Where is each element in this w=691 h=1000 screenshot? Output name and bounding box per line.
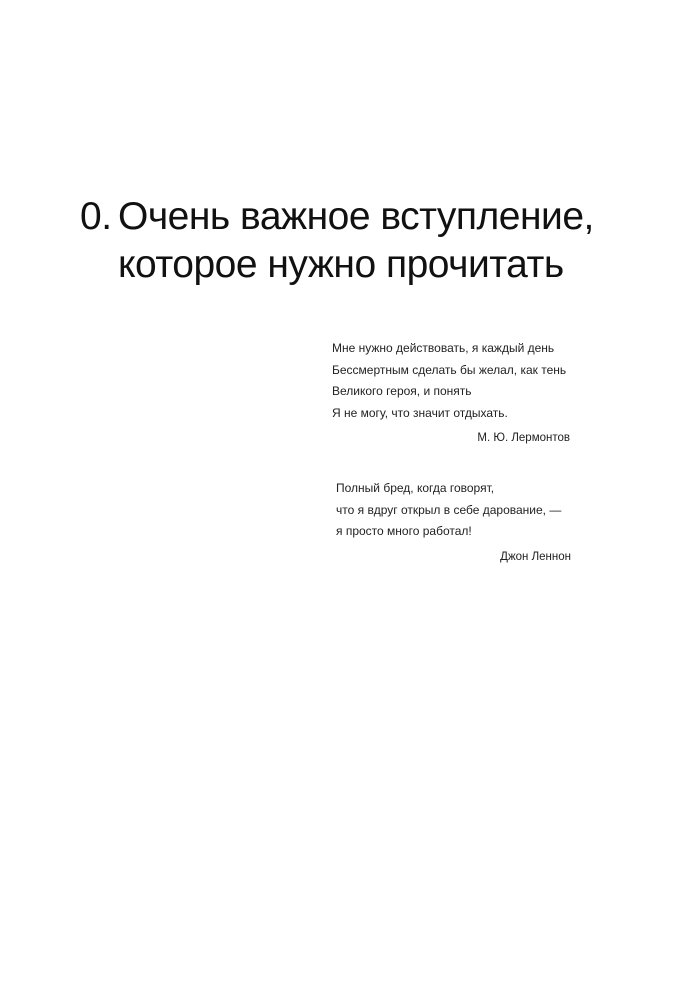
epigraph-line: Бессмертным сделать бы желал, как тень — [332, 362, 567, 377]
chapter-title-line-1: Очень важное вступление, — [118, 195, 594, 238]
epigraph-author: М. Ю. Лермонтов — [477, 432, 570, 444]
chapter-heading-line-1 — [80, 193, 640, 241]
chapter-number: 0. — [80, 195, 112, 238]
epigraph-line: Великого героя, и понять — [332, 384, 472, 398]
epigraph-line: Полный бред, когда говорят, — [336, 481, 495, 495]
epigraph-line: Мне нужно действовать, я каждый день — [332, 341, 555, 355]
epigraph-line: что я вдруг открыл в себе дарование, — — [336, 502, 562, 517]
chapter-title-line-2: которое нужно прочитать — [118, 243, 564, 286]
chapter-heading — [80, 193, 640, 289]
epigraph-line: я просто много работал! — [336, 524, 472, 538]
chapter-heading-line-2 — [80, 241, 640, 289]
epigraph-lennon — [336, 478, 571, 568]
epigraph-line: Я не могу, что значит отдыхать. — [332, 405, 508, 420]
chapter-number-spacer — [80, 241, 118, 289]
epigraph-author: Джон Леннон — [500, 550, 571, 563]
epigraph-lermontov — [332, 338, 570, 450]
